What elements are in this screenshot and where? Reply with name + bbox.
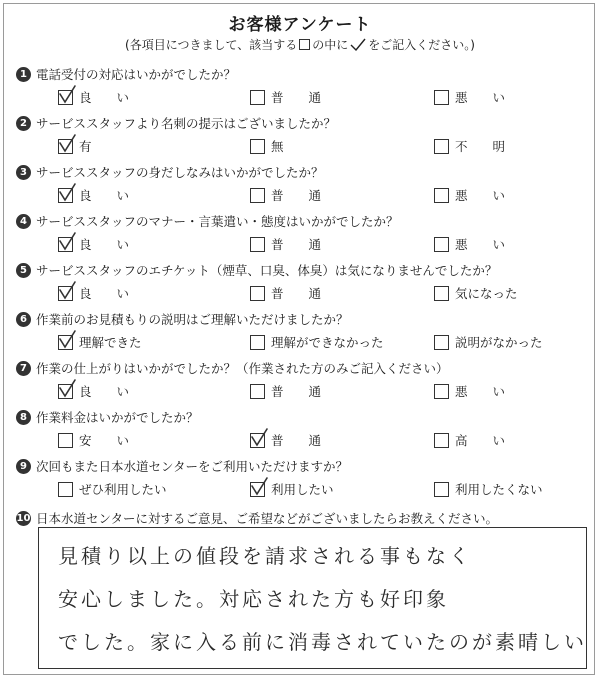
- checkbox[interactable]: [434, 139, 449, 154]
- option-label: 良 い: [79, 90, 130, 105]
- checkbox[interactable]: [250, 286, 265, 301]
- question-text: サービススタッフのマナー・言葉遣い・態度はいかがでしたか？: [36, 214, 399, 229]
- question-1-option-1[interactable]: [58, 88, 129, 106]
- survey-instruction: [0, 36, 600, 53]
- option-label: 普 通: [271, 237, 322, 252]
- option-label: 普 通: [271, 384, 322, 399]
- question-2-option-3[interactable]: [434, 137, 505, 155]
- checkbox[interactable]: [250, 188, 265, 203]
- question-2-option-2[interactable]: [250, 137, 284, 155]
- option-label: 有: [79, 139, 92, 154]
- option-label: 理解できた: [79, 335, 142, 350]
- checkbox[interactable]: [434, 90, 449, 105]
- question-3-option-3[interactable]: [434, 186, 505, 204]
- checkmark-icon: [57, 280, 77, 300]
- option-label: 普 通: [271, 188, 322, 203]
- instruction-checkmark-icon: [350, 38, 366, 51]
- question-number-badge: 4: [16, 214, 31, 229]
- question-4-option-1[interactable]: [58, 235, 129, 253]
- option-label: 良 い: [79, 286, 130, 301]
- question-5-option-1[interactable]: [58, 284, 129, 302]
- option-label: 良 い: [79, 188, 130, 203]
- checkmark-icon: [57, 231, 77, 251]
- option-label: 良 い: [79, 384, 130, 399]
- question-text: 作業前のお見積もりの説明はご理解いただけましたか？: [36, 312, 349, 327]
- question-9-option-3[interactable]: [434, 480, 543, 498]
- question-6-option-1[interactable]: [58, 333, 142, 351]
- question-9-option-2[interactable]: [250, 480, 334, 498]
- instruction-box-icon: [299, 39, 310, 50]
- option-label: 理解ができなかった: [271, 335, 384, 350]
- checkbox[interactable]: [58, 139, 73, 154]
- option-label: 気になった: [455, 286, 518, 301]
- question-6-option-2[interactable]: [250, 333, 384, 351]
- checkbox[interactable]: [434, 237, 449, 252]
- option-label: 悪 い: [455, 188, 506, 203]
- checkbox[interactable]: [250, 482, 265, 497]
- checkmark-icon: [249, 476, 269, 496]
- checkmark-icon: [249, 427, 269, 447]
- question-3: [16, 163, 324, 181]
- question-5: [16, 261, 497, 279]
- question-1: [16, 65, 236, 83]
- checkbox[interactable]: [250, 335, 265, 350]
- question-number-badge: 9: [16, 459, 31, 474]
- option-label: 無: [271, 139, 284, 154]
- instruction-text-after: をご記入ください。): [368, 38, 475, 52]
- handwritten-comment-line-1: 見積り以上の値段を請求される事もなく: [58, 544, 472, 568]
- instruction-text-before: (各項目につきまして、該当する: [125, 38, 298, 52]
- option-label: ぜひ利用したい: [79, 482, 167, 497]
- option-label: 利用したい: [271, 482, 334, 497]
- question-7-option-2[interactable]: [250, 382, 321, 400]
- question-number-badge: 10: [16, 512, 31, 524]
- checkbox[interactable]: [58, 433, 73, 448]
- question-4: [16, 212, 399, 230]
- survey-title: お客様アンケート: [228, 15, 372, 35]
- checkbox[interactable]: [434, 188, 449, 203]
- checkbox[interactable]: [58, 335, 73, 350]
- checkbox[interactable]: [434, 482, 449, 497]
- question-7-option-3[interactable]: [434, 382, 505, 400]
- question-number-badge: 3: [16, 165, 31, 180]
- checkbox[interactable]: [250, 384, 265, 399]
- question-8-option-2[interactable]: [250, 431, 321, 449]
- question-1-option-3[interactable]: [434, 88, 505, 106]
- question-text: 次回もまた日本水道センターをご利用いただけますか？: [36, 459, 349, 474]
- question-number-badge: 5: [16, 263, 31, 278]
- question-number-badge: 6: [16, 312, 31, 327]
- question-text: サービススタッフより名刺の提示はございましたか？: [36, 116, 337, 131]
- question-8-option-3[interactable]: [434, 431, 505, 449]
- question-4-option-2[interactable]: [250, 235, 321, 253]
- checkbox[interactable]: [434, 286, 449, 301]
- question-2-option-1[interactable]: [58, 137, 92, 155]
- question-text: 作業料金はいかがでしたか？: [36, 410, 199, 425]
- option-label: 普 通: [271, 90, 322, 105]
- option-label: 悪 い: [455, 237, 506, 252]
- question-3-option-1[interactable]: [58, 186, 129, 204]
- question-3-option-2[interactable]: [250, 186, 321, 204]
- question-7-option-1[interactable]: [58, 382, 129, 400]
- question-number-badge: 1: [16, 67, 31, 82]
- question-number-badge: 2: [16, 116, 31, 131]
- question-5-option-2[interactable]: [250, 284, 321, 302]
- question-text: 電話受付の対応はいかがでしたか？: [36, 67, 237, 82]
- checkbox[interactable]: [250, 433, 265, 448]
- option-label: 普 通: [271, 433, 322, 448]
- question-number-badge: 8: [16, 410, 31, 425]
- option-label: 説明がなかった: [455, 335, 543, 350]
- question-8-option-1[interactable]: [58, 431, 129, 449]
- checkmark-icon: [57, 133, 77, 153]
- question-9: [16, 457, 348, 475]
- checkbox[interactable]: [434, 384, 449, 399]
- option-label: 安 い: [79, 433, 130, 448]
- checkbox[interactable]: [58, 384, 73, 399]
- handwritten-comment-line-2: 安心しました。対応された方も好印象: [58, 587, 449, 611]
- option-label: 普 通: [271, 286, 322, 301]
- option-label: 高 い: [455, 433, 506, 448]
- question-text: サービススタッフの身だしなみはいかがでしたか？: [36, 165, 324, 180]
- question-number-badge: 7: [16, 361, 31, 376]
- instruction-text-middle: の中に: [312, 38, 349, 52]
- question-text: サービススタッフのエチケット（煙草、口臭、体臭）は気になりませんでしたか？: [36, 263, 498, 278]
- checkbox[interactable]: [250, 139, 265, 154]
- checkbox[interactable]: [58, 237, 73, 252]
- question-2: [16, 114, 336, 132]
- handwritten-comment-line-3: でした。家に入る前に消毒されていたのが素晴しい: [58, 630, 587, 654]
- checkbox[interactable]: [250, 90, 265, 105]
- checkbox[interactable]: [58, 482, 73, 497]
- checkbox[interactable]: [434, 433, 449, 448]
- checkbox[interactable]: [434, 335, 449, 350]
- checkbox[interactable]: [58, 286, 73, 301]
- checkmark-icon: [57, 182, 77, 202]
- option-label: 悪 い: [455, 90, 506, 105]
- question-10: [16, 509, 498, 527]
- option-label: 不 明: [455, 139, 506, 154]
- question-7: [16, 359, 449, 377]
- checkbox[interactable]: [58, 90, 73, 105]
- option-label: 利用したくない: [455, 482, 543, 497]
- checkbox[interactable]: [250, 237, 265, 252]
- question-text: 日本水道センターに対するご意見、ご希望などがございましたらお教えください。: [36, 511, 499, 526]
- checkmark-icon: [57, 329, 77, 349]
- checkmark-icon: [57, 84, 77, 104]
- question-6: [16, 310, 349, 328]
- question-text: 作業の仕上がりはいかがでしたか？（作業された方のみご記入ください）: [36, 361, 449, 376]
- question-8: [16, 408, 199, 426]
- question-5-option-3[interactable]: [434, 284, 518, 302]
- checkmark-icon: [57, 378, 77, 398]
- question-9-option-1[interactable]: [58, 480, 167, 498]
- question-1-option-2[interactable]: [250, 88, 321, 106]
- option-label: 良 い: [79, 237, 130, 252]
- option-label: 悪 い: [455, 384, 506, 399]
- question-6-option-3[interactable]: [434, 333, 543, 351]
- question-4-option-3[interactable]: [434, 235, 505, 253]
- checkbox[interactable]: [58, 188, 73, 203]
